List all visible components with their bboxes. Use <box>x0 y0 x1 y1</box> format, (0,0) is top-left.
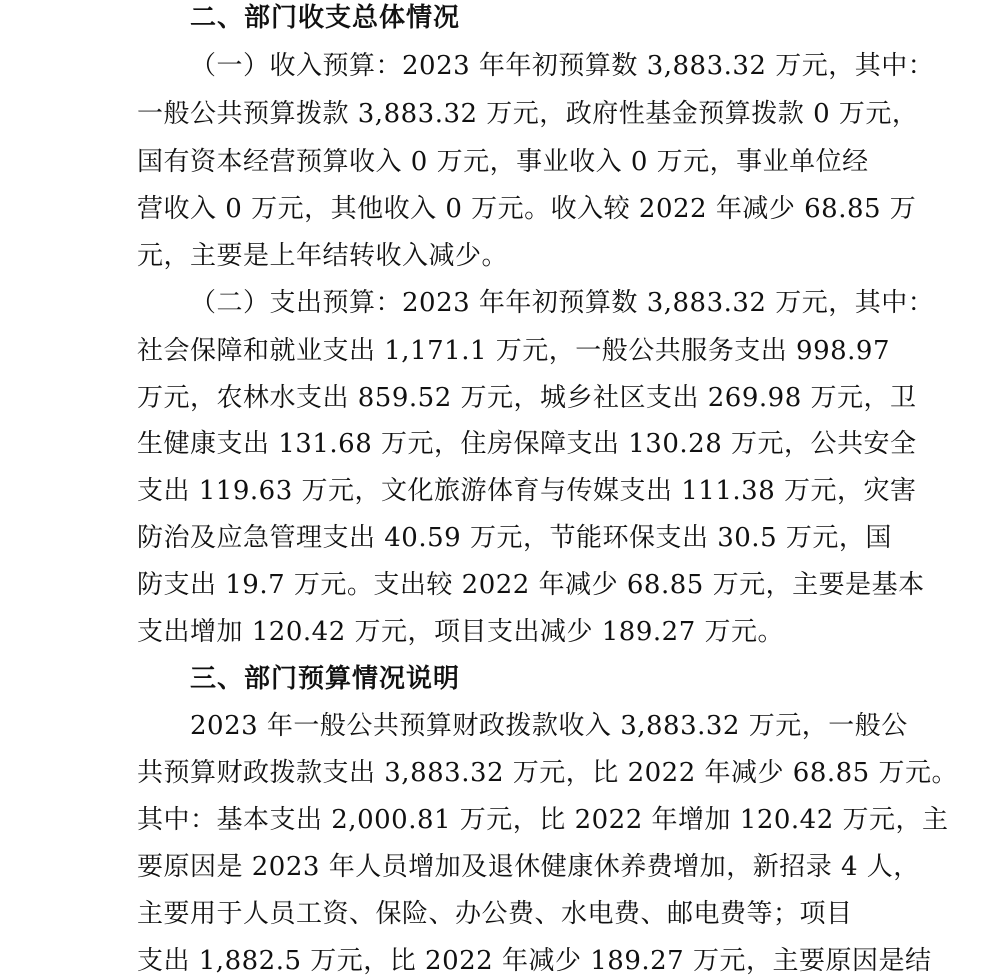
paragraph-line: 一般公共预算拨款 3,883.32 万元，政府性基金预算拨款 0 万元， <box>137 99 919 129</box>
paragraph-line: （一）收入预算：2023 年年初预算数 3,883.32 万元，其中： <box>190 51 935 81</box>
paragraph-line: 支出 1,882.5 万元，比 2022 年减少 189.27 万元，主要原因是结 <box>137 946 932 976</box>
paragraph-line: 其中：基本支出 2,000.81 万元，比 2022 年增加 120.42 万元，主 <box>137 805 949 835</box>
paragraph-line: 共预算财政拨款支出 3,883.32 万元，比 2022 年减少 68.85 万元。 <box>137 758 958 788</box>
paragraph-line: 国有资本经营预算收入 0 万元，事业收入 0 万元，事业单位经 <box>137 147 869 177</box>
section-heading-2: 二、部门收支总体情况 <box>190 3 461 33</box>
paragraph-line: 要原因是 2023 年人员增加及退休健康休养费增加，新招录 4 人， <box>137 852 920 882</box>
paragraph-line: 元，主要是上年结转收入减少。 <box>137 241 509 271</box>
paragraph-line: 防支出 19.7 万元。支出较 2022 年减少 68.85 万元，主要是基本 <box>137 570 925 600</box>
paragraph-line: 万元，农林水支出 859.52 万元，城乡社区支出 269.98 万元，卫 <box>137 383 917 413</box>
paragraph-line: 营收入 0 万元，其他收入 0 万元。收入较 2022 年减少 68.85 万 <box>137 194 917 224</box>
paragraph-line: 主要用于人员工资、保险、办公费、水电费、邮电费等；项目 <box>137 899 853 929</box>
paragraph-line: 生健康支出 131.68 万元，住房保障支出 130.28 万元，公共安全 <box>137 429 917 459</box>
paragraph-line: 2023 年一般公共预算财政拨款收入 3,883.32 万元，一般公 <box>190 711 908 741</box>
paragraph-line: 防治及应急管理支出 40.59 万元，节能环保支出 30.5 万元，国 <box>137 523 892 553</box>
paragraph-line: 社会保障和就业支出 1,171.1 万元，一般公共服务支出 998.97 <box>137 336 891 366</box>
paragraph-line: 支出 119.63 万元，文化旅游体育与传媒支出 111.38 万元，灾害 <box>137 476 917 506</box>
paragraph-line: （二）支出预算：2023 年年初预算数 3,883.32 万元，其中： <box>190 288 935 318</box>
paragraph-line: 支出增加 120.42 万元，项目支出减少 189.27 万元。 <box>137 617 785 647</box>
section-heading-3: 三、部门预算情况说明 <box>190 664 461 694</box>
